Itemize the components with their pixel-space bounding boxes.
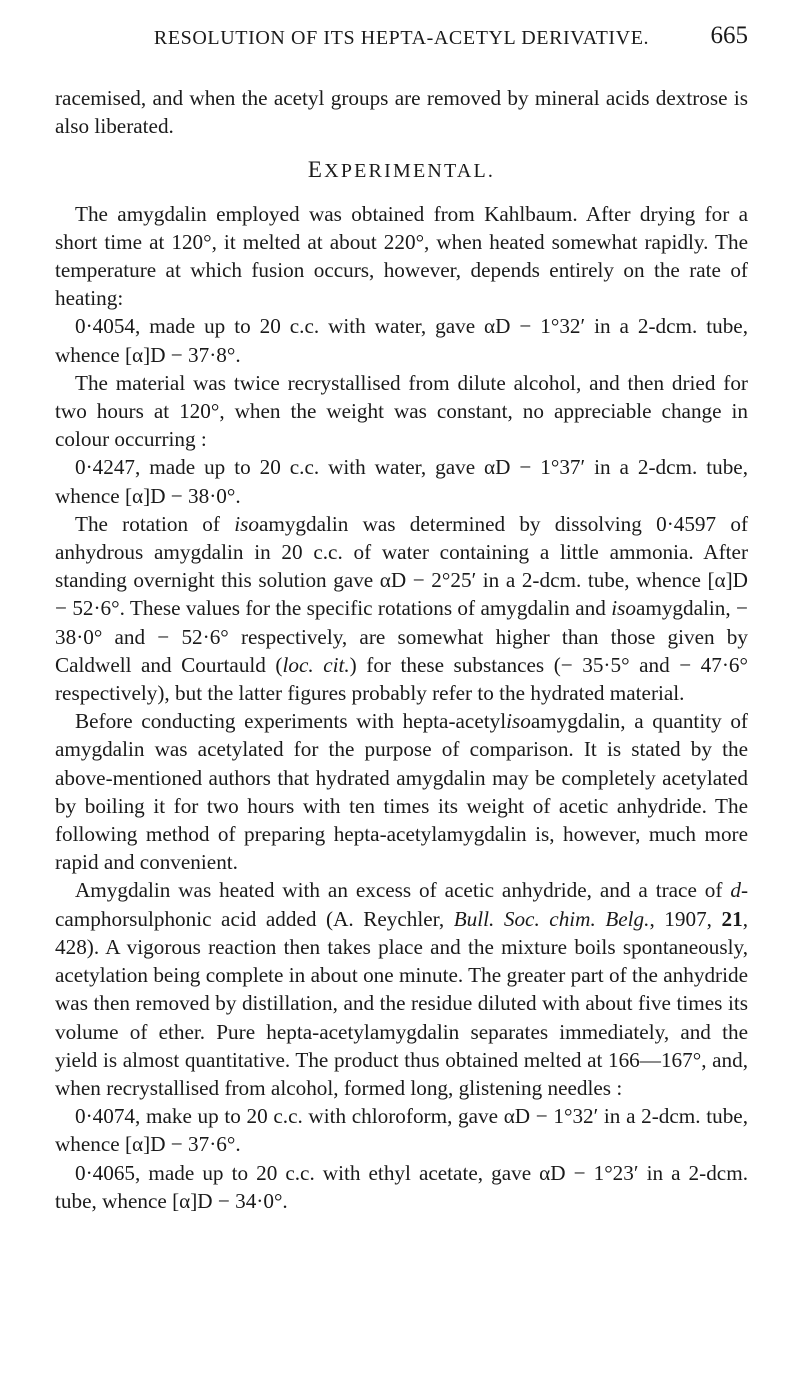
paragraph-continuation: racemised, and when the acetyl groups are removed by mineral acids dextrose is also liberated. (55, 86, 748, 139)
text-run: Before conducting experiments with hepta-acetyl (75, 709, 507, 734)
volume-number: 21 (721, 906, 743, 931)
running-head (55, 22, 748, 58)
paragraph-isoamygdalin-rotation (55, 510, 748, 707)
italic-prefix: d (730, 878, 741, 903)
text-run: , 428). A vigorous reaction then takes place and the mixture boils spontaneously, acetylation being complete in about one minute. The greater part of the anhydride was then removed by distillation, and the residue diluted with about five times its volume of ether. Pure hepta-acetylamygdalin separates immediately, and the yield is almost quantitative. The product thus obtained melted at 166—167°, and, when recrystallised from alcohol, formed long, glistening needles : (55, 906, 748, 1100)
italic-prefix: iso (506, 709, 531, 734)
heading-initial: E (307, 157, 325, 183)
italic-prefix: iso (611, 596, 636, 621)
journal-citation: Bull. Soc. chim. Belg. (453, 906, 650, 931)
text-run: The rotation of (75, 511, 235, 536)
paragraph-recrystallisation: The material was twice recrystallised from dilute alcohol, and then dried for two hours at 120°, when the weight was constant, no appreciable change in colour occurring : (55, 370, 748, 452)
running-title: RESOLUTION OF ITS HEPTA-ACETYL DERIVATIVE. (153, 27, 650, 49)
italic-prefix: iso (234, 511, 259, 536)
section-heading-experimental (55, 156, 748, 185)
text-run: ) for these substances (− 35·5° and − 47·6° respectively), but the latter figures probably refer to the hydrated material. (55, 652, 748, 706)
page-number: 665 (710, 22, 748, 49)
measurement-line-4: 0·4065, made up to 20 c.c. with ethyl acetate, gave αD − 1°23′ in a 2-dcm. tube, whence [α]D − 34·0°. (55, 1160, 748, 1213)
heading-rest: XPERIMENTAL. (324, 160, 496, 183)
measurement-line-1: 0·4054, made up to 20 c.c. with water, gave αD − 1°32′ in a 2-dcm. tube, whence [α]D − 37·8°. (55, 314, 748, 367)
paragraph-acetylation-method (55, 876, 748, 1102)
text-run: amygdalin was determined by dissolving 0·4597 of anhydrous amygdalin in 20 c.c. of water containing a little ammonia. After standing overnight this solution gave αD − 2°25′ in a 2-dcm. tube, whence [α]D − 52·6°. These values for the specific rotations of amygdalin and (55, 511, 749, 621)
paragraph-amygdalin-source: The amygdalin employed was obtained from Kahlbaum. After drying for a short time at 120°, it melted at about 220°, when heated somewhat rapidly. The temperature at which fusion occurs, however, depends entirely on the rate of heating: (55, 201, 748, 311)
paragraph-acetylation-comparison (55, 707, 748, 876)
text-run: , 1907, (649, 906, 722, 931)
text-run: amygdalin, − 38·0° and − 52·6° respectively, are somewhat higher than those given by Caldwell and Courtauld ( (55, 596, 749, 677)
text-run: -camphorsulphonic acid added (A. Reychler, (55, 878, 748, 931)
citation-loc-cit: loc. cit. (282, 652, 350, 677)
text-run: Amygdalin was heated with an excess of acetic anhydride, and a trace of (75, 878, 731, 903)
text-run: amygdalin, a quantity of amygdalin was acetylated for the purpose of comparison. It is stated by the above-mentioned authors that hydrated amygdalin may be completely acetylated by boiling it for two hours with ten times its weight of acetic anhydride. The following method of preparing hepta-acetylamygdalin is, however, much more rapid and convenient. (55, 709, 748, 875)
measurement-line-3: 0·4074, make up to 20 c.c. with chloroform, gave αD − 1°32′ in a 2-dcm. tube, whence [α]D − 37·6°. (55, 1104, 748, 1157)
measurement-line-2: 0·4247, made up to 20 c.c. with water, gave αD − 1°37′ in a 2-dcm. tube, whence [α]D − 38·0°. (55, 455, 748, 508)
